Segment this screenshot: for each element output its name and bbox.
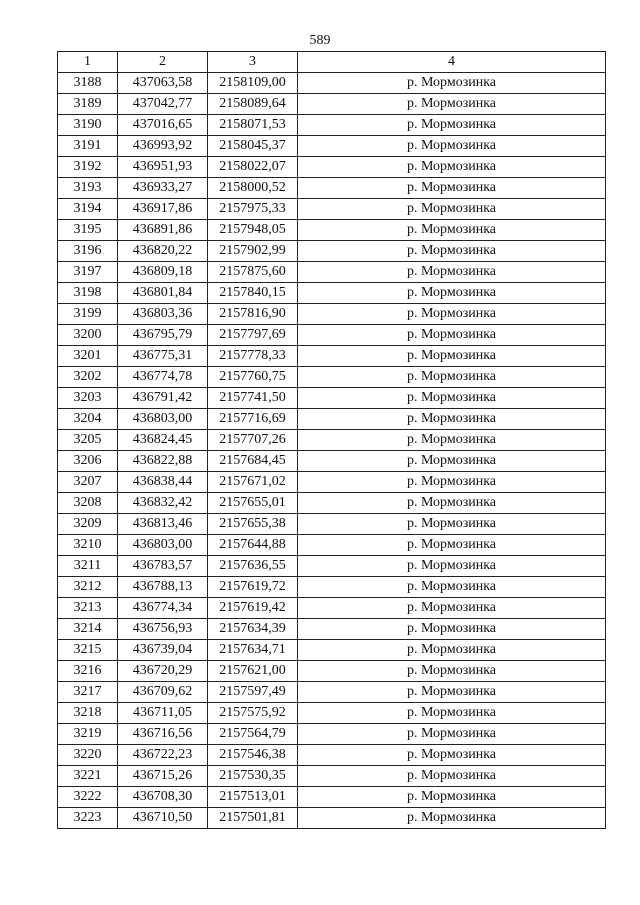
table-row	[58, 451, 606, 472]
coordinate-x-cell: 436838,44	[118, 472, 208, 493]
table-row	[58, 493, 606, 514]
description-cell: р. Мормозинка	[298, 136, 606, 157]
coordinate-x-cell: 436795,79	[118, 325, 208, 346]
coordinate-x-cell: 436756,93	[118, 619, 208, 640]
coordinate-y-cell: 2157797,69	[208, 325, 298, 346]
description-cell: р. Мормозинка	[298, 241, 606, 262]
point-number-cell: 3223	[58, 808, 118, 829]
coordinate-y-cell: 2157619,72	[208, 577, 298, 598]
table-row	[58, 304, 606, 325]
table-row	[58, 745, 606, 766]
point-number-cell: 3188	[58, 73, 118, 94]
table-row	[58, 598, 606, 619]
point-number-cell: 3215	[58, 640, 118, 661]
coordinate-y-cell: 2157501,81	[208, 808, 298, 829]
column-header-2: 2	[118, 52, 208, 73]
table-row	[58, 136, 606, 157]
table-row	[58, 94, 606, 115]
table-row	[58, 388, 606, 409]
coordinate-x-cell: 436722,23	[118, 745, 208, 766]
point-number-cell: 3207	[58, 472, 118, 493]
coordinate-x-cell: 437042,77	[118, 94, 208, 115]
point-number-cell: 3205	[58, 430, 118, 451]
table-row	[58, 241, 606, 262]
coordinate-y-cell: 2157778,33	[208, 346, 298, 367]
description-cell: р. Мормозинка	[298, 388, 606, 409]
table-row	[58, 535, 606, 556]
coordinate-x-cell: 436716,56	[118, 724, 208, 745]
point-number-cell: 3201	[58, 346, 118, 367]
coordinate-y-cell: 2157530,35	[208, 766, 298, 787]
coordinate-x-cell: 436775,31	[118, 346, 208, 367]
description-cell: р. Мормозинка	[298, 304, 606, 325]
table-row	[58, 73, 606, 94]
coordinate-x-cell: 436708,30	[118, 787, 208, 808]
table-row	[58, 157, 606, 178]
coordinate-x-cell: 436739,04	[118, 640, 208, 661]
table-row	[58, 346, 606, 367]
description-cell: р. Мормозинка	[298, 808, 606, 829]
coordinate-y-cell: 2157760,75	[208, 367, 298, 388]
coordinate-x-cell: 436710,50	[118, 808, 208, 829]
coordinate-x-cell: 436993,92	[118, 136, 208, 157]
description-cell: р. Мормозинка	[298, 472, 606, 493]
point-number-cell: 3209	[58, 514, 118, 535]
coordinate-x-cell: 436803,36	[118, 304, 208, 325]
table-row	[58, 409, 606, 430]
point-number-cell: 3221	[58, 766, 118, 787]
description-cell: р. Мормозинка	[298, 682, 606, 703]
table-row	[58, 577, 606, 598]
coordinate-x-cell: 436788,13	[118, 577, 208, 598]
coordinate-y-cell: 2157816,90	[208, 304, 298, 325]
table-row	[58, 367, 606, 388]
coordinate-y-cell: 2157741,50	[208, 388, 298, 409]
table-row	[58, 472, 606, 493]
coordinate-y-cell: 2157840,15	[208, 283, 298, 304]
description-cell: р. Мормозинка	[298, 409, 606, 430]
table-row	[58, 430, 606, 451]
table-row	[58, 661, 606, 682]
description-cell: р. Мормозинка	[298, 703, 606, 724]
coordinate-x-cell: 436803,00	[118, 535, 208, 556]
coordinate-y-cell: 2157655,38	[208, 514, 298, 535]
coordinate-y-cell: 2157636,55	[208, 556, 298, 577]
table-row	[58, 682, 606, 703]
table-row	[58, 514, 606, 535]
column-header-3: 3	[208, 52, 298, 73]
table-row	[58, 199, 606, 220]
description-cell: р. Мормозинка	[298, 325, 606, 346]
description-cell: р. Мормозинка	[298, 556, 606, 577]
description-cell: р. Мормозинка	[298, 115, 606, 136]
coordinate-y-cell: 2157948,05	[208, 220, 298, 241]
description-cell: р. Мормозинка	[298, 577, 606, 598]
coordinate-y-cell: 2157716,69	[208, 409, 298, 430]
coordinate-x-cell: 436933,27	[118, 178, 208, 199]
point-number-cell: 3208	[58, 493, 118, 514]
page-number: 589	[309, 33, 331, 48]
coordinate-x-cell: 436824,45	[118, 430, 208, 451]
point-number-cell: 3203	[58, 388, 118, 409]
coordinate-x-cell: 436803,00	[118, 409, 208, 430]
description-cell: р. Мормозинка	[298, 745, 606, 766]
coordinate-y-cell: 2157546,38	[208, 745, 298, 766]
table-row	[58, 619, 606, 640]
coordinate-y-cell: 2157684,45	[208, 451, 298, 472]
point-number-cell: 3210	[58, 535, 118, 556]
coordinate-y-cell: 2157575,92	[208, 703, 298, 724]
coordinate-y-cell: 2157621,00	[208, 661, 298, 682]
description-cell: р. Мормозинка	[298, 766, 606, 787]
point-number-cell: 3191	[58, 136, 118, 157]
point-number-cell: 3216	[58, 661, 118, 682]
coordinate-y-cell: 2158089,64	[208, 94, 298, 115]
description-cell: р. Мормозинка	[298, 598, 606, 619]
point-number-cell: 3217	[58, 682, 118, 703]
coordinate-y-cell: 2157902,99	[208, 241, 298, 262]
point-number-cell: 3190	[58, 115, 118, 136]
description-cell: р. Мормозинка	[298, 346, 606, 367]
description-cell: р. Мормозинка	[298, 73, 606, 94]
table-row	[58, 115, 606, 136]
table-row	[58, 262, 606, 283]
description-cell: р. Мормозинка	[298, 430, 606, 451]
point-number-cell: 3195	[58, 220, 118, 241]
description-cell: р. Мормозинка	[298, 283, 606, 304]
coordinate-y-cell: 2158045,37	[208, 136, 298, 157]
point-number-cell: 3194	[58, 199, 118, 220]
coordinate-y-cell: 2157975,33	[208, 199, 298, 220]
description-cell: р. Мормозинка	[298, 493, 606, 514]
point-number-cell: 3220	[58, 745, 118, 766]
description-cell: р. Мормозинка	[298, 367, 606, 388]
description-cell: р. Мормозинка	[298, 535, 606, 556]
point-number-cell: 3199	[58, 304, 118, 325]
table-row	[58, 808, 606, 829]
point-number-cell: 3198	[58, 283, 118, 304]
point-number-cell: 3214	[58, 619, 118, 640]
coordinate-y-cell: 2157634,71	[208, 640, 298, 661]
coordinate-y-cell: 2157644,88	[208, 535, 298, 556]
coordinate-x-cell: 436891,86	[118, 220, 208, 241]
point-number-cell: 3212	[58, 577, 118, 598]
table-row	[58, 178, 606, 199]
description-cell: р. Мормозинка	[298, 640, 606, 661]
table-row	[58, 325, 606, 346]
coordinate-x-cell: 436822,88	[118, 451, 208, 472]
coordinate-x-cell: 436951,93	[118, 157, 208, 178]
description-cell: р. Мормозинка	[298, 451, 606, 472]
point-number-cell: 3196	[58, 241, 118, 262]
coordinate-y-cell: 2158000,52	[208, 178, 298, 199]
coordinate-y-cell: 2158022,07	[208, 157, 298, 178]
point-number-cell: 3213	[58, 598, 118, 619]
coordinate-y-cell: 2157597,49	[208, 682, 298, 703]
column-header-1: 1	[58, 52, 118, 73]
coordinate-x-cell: 436774,34	[118, 598, 208, 619]
coordinate-x-cell: 436711,05	[118, 703, 208, 724]
description-cell: р. Мормозинка	[298, 262, 606, 283]
coordinate-y-cell: 2157671,02	[208, 472, 298, 493]
description-cell: р. Мормозинка	[298, 514, 606, 535]
coordinate-x-cell: 436709,62	[118, 682, 208, 703]
coordinate-y-cell: 2157564,79	[208, 724, 298, 745]
description-cell: р. Мормозинка	[298, 220, 606, 241]
coordinate-x-cell: 436774,78	[118, 367, 208, 388]
point-number-cell: 3200	[58, 325, 118, 346]
description-cell: р. Мормозинка	[298, 157, 606, 178]
table-row	[58, 766, 606, 787]
coordinate-x-cell: 437063,58	[118, 73, 208, 94]
description-cell: р. Мормозинка	[298, 94, 606, 115]
point-number-cell: 3222	[58, 787, 118, 808]
table-row	[58, 787, 606, 808]
coordinate-x-cell: 436917,86	[118, 199, 208, 220]
coordinate-x-cell: 436715,26	[118, 766, 208, 787]
point-number-cell: 3219	[58, 724, 118, 745]
table-row	[58, 640, 606, 661]
description-cell: р. Мормозинка	[298, 787, 606, 808]
point-number-cell: 3189	[58, 94, 118, 115]
point-number-cell: 3204	[58, 409, 118, 430]
coordinate-y-cell: 2157707,26	[208, 430, 298, 451]
table-row	[58, 220, 606, 241]
description-cell: р. Мормозинка	[298, 661, 606, 682]
coordinate-x-cell: 436801,84	[118, 283, 208, 304]
coordinate-x-cell: 436791,42	[118, 388, 208, 409]
table-row	[58, 703, 606, 724]
column-header-4: 4	[298, 52, 606, 73]
coordinate-x-cell: 436813,46	[118, 514, 208, 535]
coordinate-x-cell: 436720,29	[118, 661, 208, 682]
coordinate-y-cell: 2158109,00	[208, 73, 298, 94]
coordinate-y-cell: 2157655,01	[208, 493, 298, 514]
coordinate-x-cell: 436820,22	[118, 241, 208, 262]
description-cell: р. Мормозинка	[298, 199, 606, 220]
table-body	[58, 73, 606, 829]
coordinate-y-cell: 2158071,53	[208, 115, 298, 136]
coordinate-x-cell: 437016,65	[118, 115, 208, 136]
coordinate-x-cell: 436832,42	[118, 493, 208, 514]
table-row	[58, 724, 606, 745]
point-number-cell: 3192	[58, 157, 118, 178]
coordinates-table	[57, 51, 606, 829]
coordinate-x-cell: 436809,18	[118, 262, 208, 283]
coordinate-y-cell: 2157619,42	[208, 598, 298, 619]
table-row	[58, 556, 606, 577]
point-number-cell: 3206	[58, 451, 118, 472]
coordinate-x-cell: 436783,57	[118, 556, 208, 577]
point-number-cell: 3211	[58, 556, 118, 577]
description-cell: р. Мормозинка	[298, 178, 606, 199]
table-row	[58, 283, 606, 304]
coordinate-y-cell: 2157634,39	[208, 619, 298, 640]
point-number-cell: 3193	[58, 178, 118, 199]
description-cell: р. Мормозинка	[298, 724, 606, 745]
coordinate-y-cell: 2157875,60	[208, 262, 298, 283]
point-number-cell: 3202	[58, 367, 118, 388]
coordinate-y-cell: 2157513,01	[208, 787, 298, 808]
description-cell: р. Мормозинка	[298, 619, 606, 640]
point-number-cell: 3197	[58, 262, 118, 283]
point-number-cell: 3218	[58, 703, 118, 724]
table-header-row	[58, 52, 606, 73]
